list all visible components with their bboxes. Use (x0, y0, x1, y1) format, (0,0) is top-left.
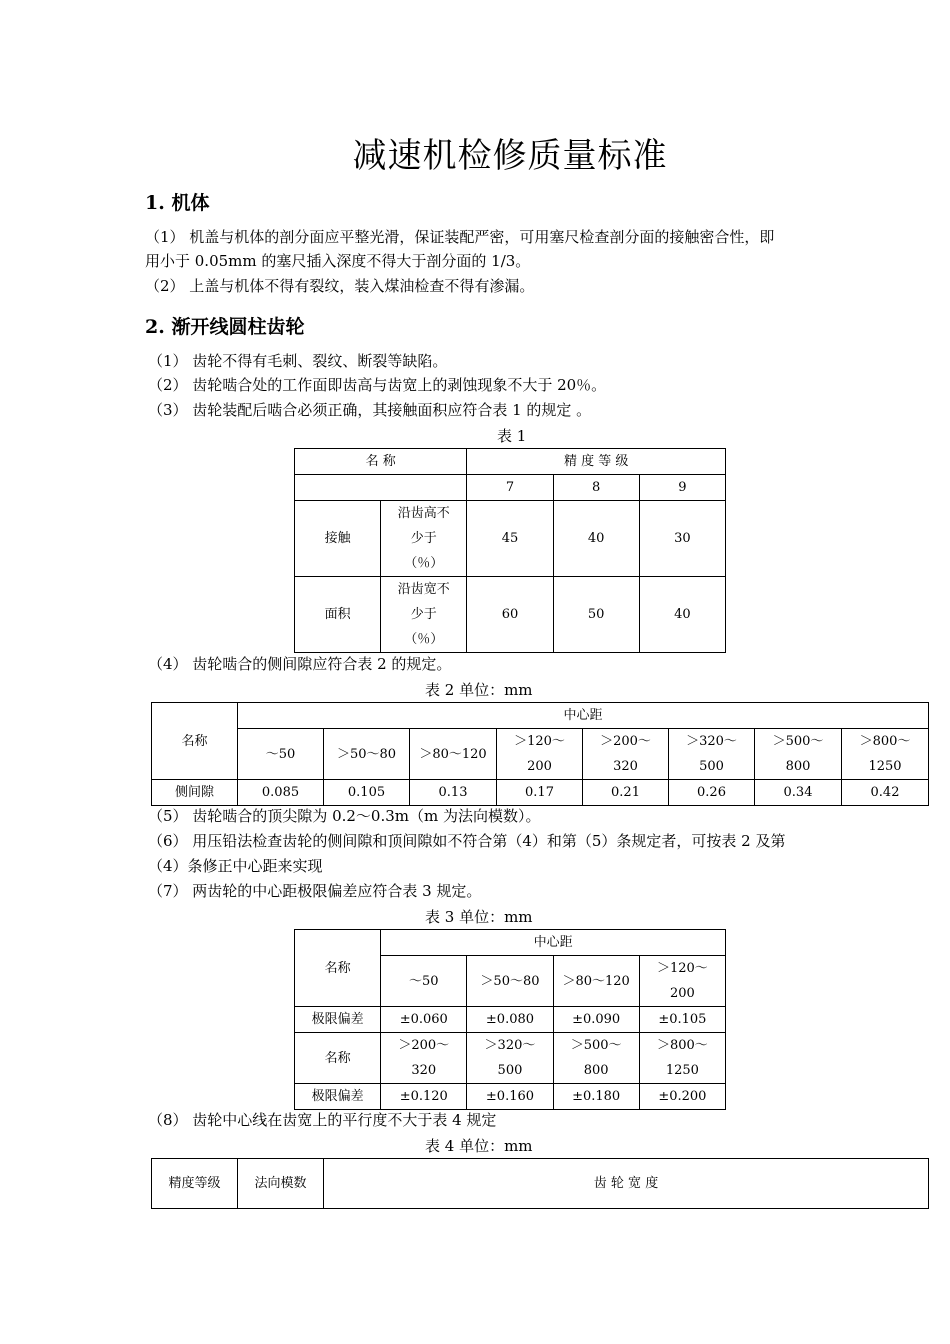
table3-cell: ±0.080 (467, 1007, 553, 1033)
table4-caption: 表 4 单位：mm (425, 1137, 533, 1155)
paragraph-1-line2: 用小于 0.05mm 的塞尺插入深度不得大于剖分面的 1/3。 (145, 252, 531, 270)
table1-grade: 7 (467, 475, 553, 501)
table3-range: ＞500～800 (553, 1033, 639, 1084)
table3-cell: ±0.120 (381, 1084, 467, 1110)
table2-cell: 0.17 (497, 780, 583, 806)
table2-row-label: 侧间隙 (152, 780, 238, 806)
page-title: 减速机检修质量标准 (352, 136, 668, 176)
table2-range: ＞120～200 (497, 729, 583, 780)
table1-cell: 40 (553, 501, 639, 577)
item-6-line2: （4）条修正中心距来实现 (148, 857, 323, 875)
table-2 (151, 702, 929, 806)
table1-grade: 9 (639, 475, 725, 501)
item-8: （8） 齿轮中心线在齿宽上的平行度不大于表 4 规定 (148, 1111, 497, 1129)
table3-cell: ±0.160 (467, 1084, 553, 1110)
table3-range: ＞50～80 (467, 956, 553, 1007)
table2-range: ～50 (238, 729, 324, 780)
table2-range: ＞80～120 (410, 729, 497, 780)
table3-range: ＞320～500 (467, 1033, 553, 1084)
table1-header-grade: 精 度 等 级 (467, 449, 726, 475)
table2-range: ＞320～500 (669, 729, 755, 780)
item-4: （4） 齿轮啮合的侧间隙应符合表 2 的规定。 (148, 655, 452, 673)
table2-header-name: 名称 (152, 703, 238, 780)
table2-cell: 0.105 (324, 780, 410, 806)
table1-caption: 表 1 (497, 427, 527, 445)
item-1: （1） 齿轮不得有毛刺、裂纹、断裂等缺陷。 (148, 352, 448, 370)
table2-range: ＞200～320 (583, 729, 669, 780)
table1-row-sub: 沿齿宽不少于（％） (381, 577, 467, 653)
table3-caption: 表 3 单位：mm (425, 908, 533, 926)
paragraph-1-line1: （1） 机盖与机体的剖分面应平整光滑，保证装配严密，可用塞尺检查剖分面的接触密合性，即 (145, 228, 775, 246)
table3-cell: ±0.060 (381, 1007, 467, 1033)
table2-cell: 0.26 (669, 780, 755, 806)
table2-range: ＞800～1250 (842, 729, 929, 780)
table3-cell: ±0.200 (639, 1084, 725, 1110)
table3-range: ＞120～200 (639, 956, 725, 1007)
table2-header-center: 中心距 (238, 703, 929, 729)
table1-cell: 45 (467, 501, 553, 577)
table2-cell: 0.42 (842, 780, 929, 806)
item-7: （7） 两齿轮的中心距极限偏差应符合表 3 规定。 (148, 882, 482, 900)
table4-header-module: 法向模数 (238, 1159, 324, 1209)
table3-name2: 名称 (295, 1033, 381, 1084)
table3-range: ＞800～1250 (639, 1033, 725, 1084)
table1-cell: 60 (467, 577, 553, 653)
table3-cell: ±0.105 (639, 1007, 725, 1033)
table1-cell: 40 (639, 577, 725, 653)
section-heading-2: 2. 渐开线圆柱齿轮 (145, 316, 305, 338)
table1-row-label: 接触 (295, 501, 381, 577)
table4-header-width: 齿 轮 宽 度 (324, 1159, 929, 1209)
table1-blank-cell (295, 475, 467, 501)
item-2: （2） 齿轮啮合处的工作面即齿高与齿宽上的剥蚀现象不大于 20％。 (148, 376, 607, 394)
table1-cell: 50 (553, 577, 639, 653)
table2-cell: 0.21 (583, 780, 669, 806)
table2-caption: 表 2 单位：mm (425, 681, 533, 699)
table3-range: ～50 (381, 956, 467, 1007)
table3-header-name: 名称 (295, 930, 381, 1007)
item-3: （3） 齿轮装配后啮合必须正确，其接触面积应符合表 1 的规定 。 (148, 401, 592, 419)
table3-cell: ±0.180 (553, 1084, 639, 1110)
table3-cell: ±0.090 (553, 1007, 639, 1033)
table2-range: ＞50～80 (324, 729, 410, 780)
table-3 (294, 929, 726, 1110)
table3-row-label: 极限偏差 (295, 1084, 381, 1110)
table3-row-label: 极限偏差 (295, 1007, 381, 1033)
table3-range: ＞200～320 (381, 1033, 467, 1084)
table1-grade: 8 (553, 475, 639, 501)
table1-row-sub: 沿齿高不少于（％） (381, 501, 467, 577)
table1-row-label: 面积 (295, 577, 381, 653)
section-heading-1: 1. 机体 (145, 192, 210, 214)
item-6-line1: （6） 用压铅法检查齿轮的侧间隙和顶间隙如不符合第（4）和第（5）条规定者，可按表 2 及第 (148, 832, 786, 850)
table2-cell: 0.13 (410, 780, 497, 806)
item-5: （5） 齿轮啮合的顶尖隙为 0.2～0.3m（m 为法向模数）。 (148, 807, 541, 825)
table-1 (294, 448, 726, 653)
table1-header-name: 名 称 (295, 449, 467, 475)
table2-cell: 0.085 (238, 780, 324, 806)
table2-cell: 0.34 (755, 780, 842, 806)
paragraph-2: （2） 上盖与机体不得有裂纹，装入煤油检查不得有渗漏。 (145, 277, 535, 295)
table2-range: ＞500～800 (755, 729, 842, 780)
table-4 (151, 1158, 929, 1209)
table3-range: ＞80～120 (553, 956, 639, 1007)
table4-header-grade: 精度等级 (152, 1159, 238, 1209)
table3-header-center: 中心距 (381, 930, 726, 956)
table1-cell: 30 (639, 501, 725, 577)
